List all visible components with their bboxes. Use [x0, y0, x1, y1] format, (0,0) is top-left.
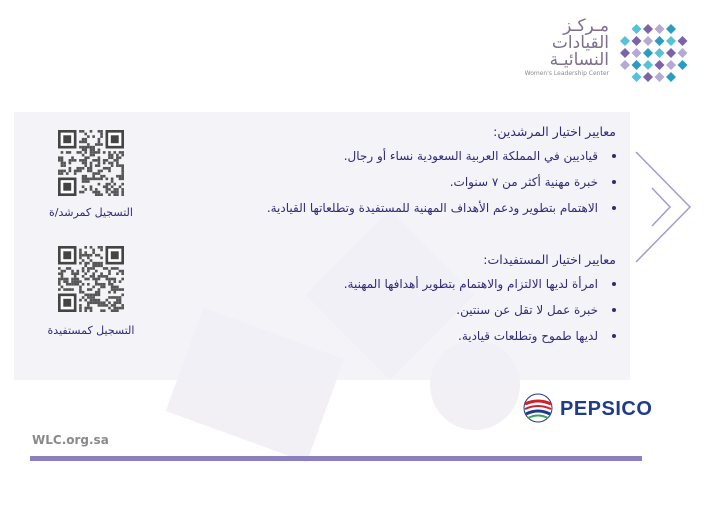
list-item: امرأة لديها الالتزام والاهتمام بتطوير أهدافها المهنية.	[343, 277, 598, 291]
mentor-registration-qr-code[interactable]	[58, 130, 124, 196]
footer-divider	[30, 456, 642, 461]
list-item: الاهتمام بتطوير ودعم الأهداف المهنية للمستفيدة وتطلعاتها القيادية.	[266, 201, 598, 215]
logo-wordmark	[513, 18, 609, 77]
beneficiary-criteria-title: معايير اختيار المستفيدات:	[483, 252, 616, 267]
beneficiary-criteria	[344, 252, 616, 355]
mentor-registration-label: التسجيل كمرشد/ة	[49, 206, 133, 219]
logo-english: Women's Leadership Center	[524, 70, 609, 77]
website-link[interactable]: WLC.org.sa	[32, 433, 109, 447]
pepsico-logo	[520, 390, 690, 430]
list-item: خبرة عمل لا تقل عن سنتين.	[344, 303, 598, 317]
mentor-criteria	[267, 124, 616, 227]
pepsi-globe-icon	[522, 392, 554, 424]
list-item: لديها طموح وتطلعات قيادية.	[344, 329, 598, 343]
list-item: خبرة مهنية أكثر من ٧ سنوات.	[267, 175, 598, 189]
sponsor-name: PEPSICO	[560, 398, 653, 420]
beneficiary-registration-label: التسجيل كمستفيدة	[47, 324, 135, 337]
mentor-criteria-list	[267, 149, 616, 215]
chevron-right-icon	[632, 148, 694, 266]
wlc-logo	[515, 18, 695, 86]
logo-mark-icon	[617, 22, 689, 84]
beneficiary-criteria-list	[344, 277, 616, 343]
logo-line-1: مـركـز	[563, 16, 609, 36]
logo-line-3: النسائيـة	[549, 50, 609, 70]
list-item: قياديين في المملكة العربية السعودية نساء أو رجال.	[267, 149, 598, 163]
mentor-criteria-title: معايير اختيار المرشدين:	[493, 124, 616, 139]
beneficiary-registration-qr-code[interactable]	[58, 246, 124, 312]
logo-line-2: القيادات	[551, 33, 609, 53]
